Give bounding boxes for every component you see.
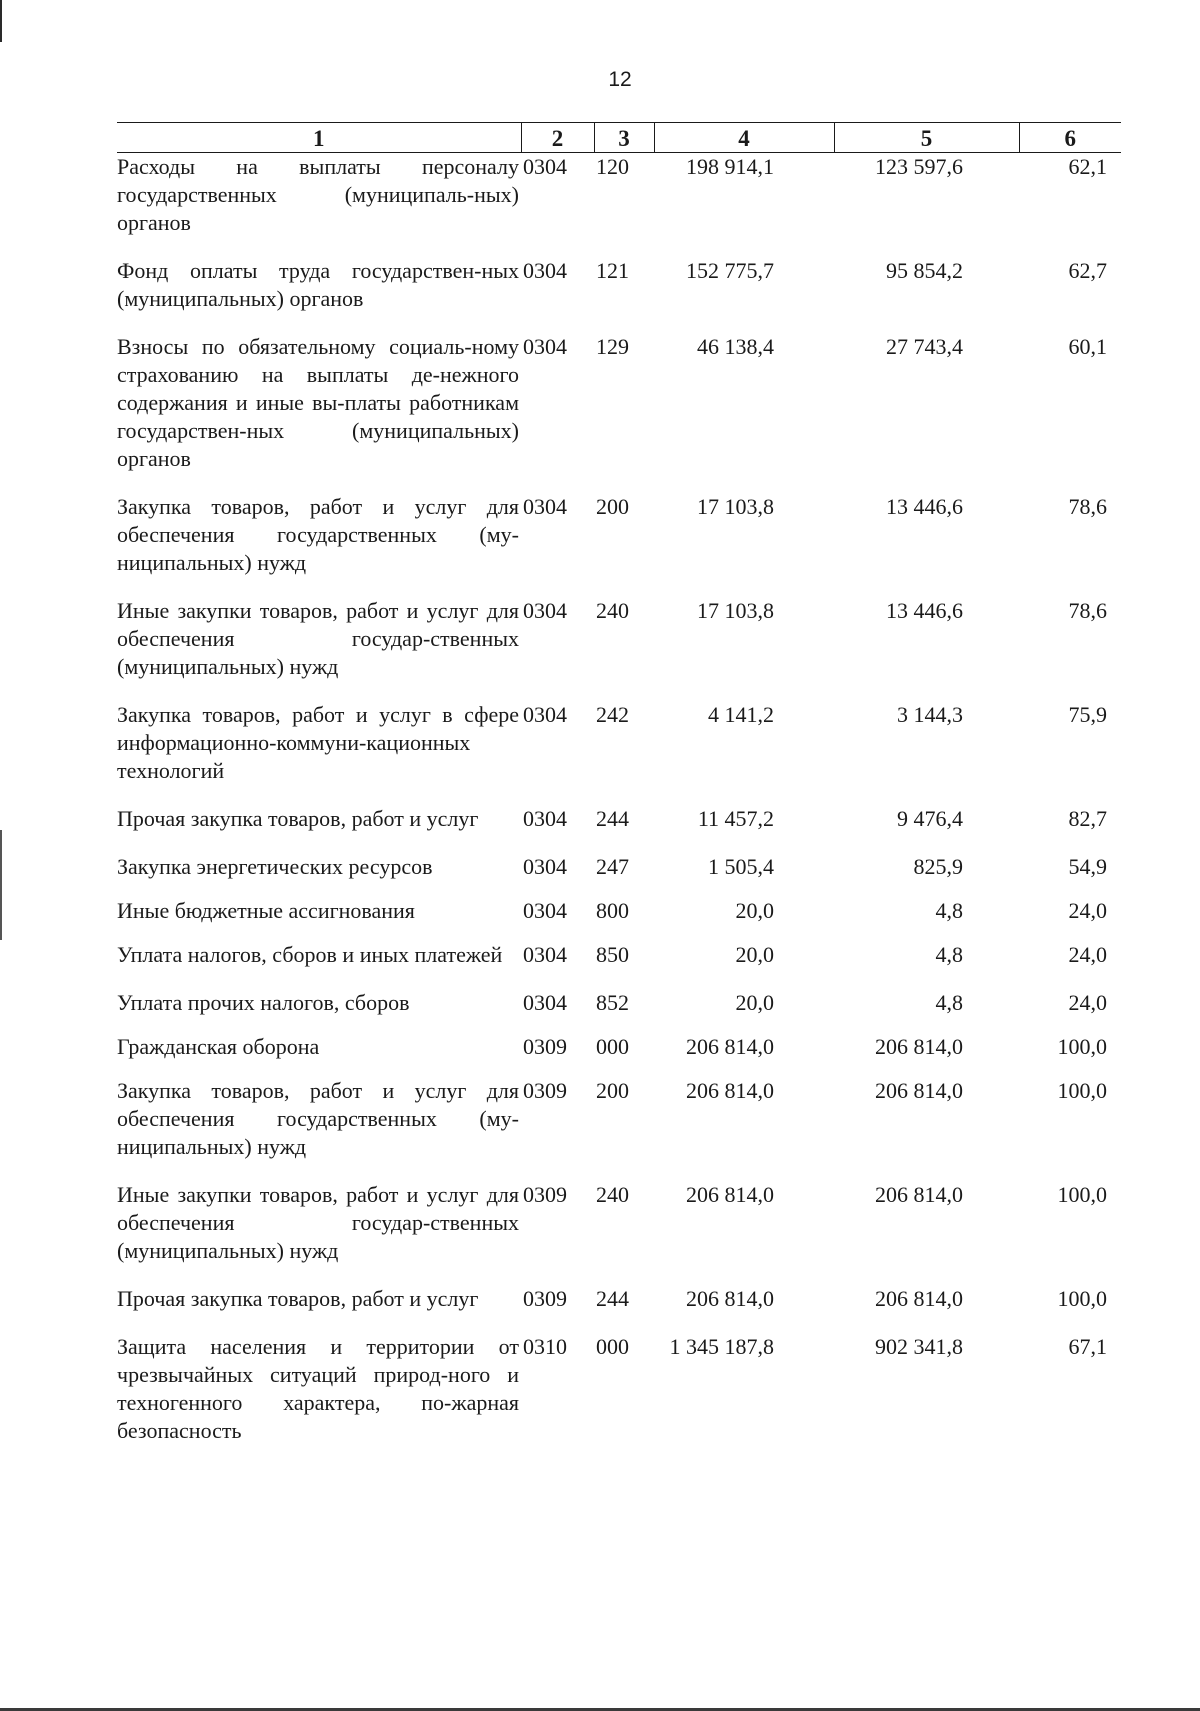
percent-cell: 78,6 [1068,598,1107,623]
percent-cell: 24,0 [1068,990,1107,1015]
table-row [117,805,1121,853]
section-code-cell: 0304 [523,898,567,923]
table-body [117,153,1121,1466]
section-code-cell: 0304 [523,806,567,831]
row-name-cell: Расходы на выплаты персоналу государственных (муниципаль-ных) органов [117,154,519,235]
expense-code-cell: 121 [596,258,629,283]
percent-cell: 100,0 [1057,1286,1107,1311]
table-row [117,333,1121,493]
planned-amount-cell: 206 814,0 [686,1034,774,1059]
expense-code-cell: 247 [596,854,629,879]
percent-cell: 24,0 [1068,898,1107,923]
section-code-cell: 0304 [523,258,567,283]
percent-cell: 62,1 [1068,154,1107,179]
table-row [117,597,1121,701]
planned-amount-cell: 20,0 [735,942,774,967]
percent-cell: 100,0 [1057,1078,1107,1103]
executed-amount-cell: 123 597,6 [875,154,963,179]
planned-amount-cell: 46 138,4 [697,334,774,359]
executed-amount-cell: 4,8 [935,898,963,923]
row-name-cell: Иные бюджетные ассигнования [117,898,415,923]
section-code-cell: 0309 [523,1078,567,1103]
planned-amount-cell: 206 814,0 [686,1182,774,1207]
expense-code-cell: 000 [596,1334,629,1359]
executed-amount-cell: 3 144,3 [897,702,963,727]
percent-cell: 62,7 [1068,258,1107,283]
planned-amount-cell: 20,0 [735,990,774,1015]
table-row [117,897,1121,941]
table-row [117,1285,1121,1333]
table-row [117,257,1121,333]
executed-amount-cell: 9 476,4 [897,806,963,831]
planned-amount-cell: 20,0 [735,898,774,923]
percent-cell: 67,1 [1068,1334,1107,1359]
table-row [117,153,1121,258]
scan-edge [0,830,2,940]
table-row [117,989,1121,1033]
percent-cell: 24,0 [1068,942,1107,967]
planned-amount-cell: 17 103,8 [697,598,774,623]
planned-amount-cell: 152 775,7 [686,258,774,283]
expense-code-cell: 850 [596,942,629,967]
section-code-cell: 0304 [523,702,567,727]
planned-amount-cell: 1 345 187,8 [669,1334,774,1359]
row-name-cell: Прочая закупка товаров, работ и услуг [117,1286,479,1311]
row-name-cell: Закупка товаров, работ и услуг в сфере информационно-коммуни-кационных технологий [117,702,519,783]
section-code-cell: 0309 [523,1182,567,1207]
planned-amount-cell: 206 814,0 [686,1286,774,1311]
expense-code-cell: 244 [596,1286,629,1311]
row-name-cell: Защита населения и территории от чрезвычайных ситуаций природ-ного и техногенного характера, по-жарная безопасность [117,1334,519,1443]
row-name-cell: Иные закупки товаров, работ и услуг для обеспечения государ-ственных (муниципальных) нужд [117,598,519,679]
expense-code-cell: 240 [596,598,629,623]
executed-amount-cell: 206 814,0 [875,1286,963,1311]
table-row [117,853,1121,897]
row-name-cell: Закупка товаров, работ и услуг для обеспечения государственных (му-ниципальных) нужд [117,1078,519,1159]
expense-code-cell: 852 [596,990,629,1015]
row-name-cell: Фонд оплаты труда государствен-ных (муниципальных) органов [117,258,519,311]
column-header: 6 [1019,123,1121,153]
table-header-row [117,123,1121,153]
executed-amount-cell: 13 446,6 [886,598,963,623]
expense-code-cell: 120 [596,154,629,179]
column-header: 1 [117,123,521,153]
executed-amount-cell: 4,8 [935,942,963,967]
executed-amount-cell: 902 341,8 [875,1334,963,1359]
table-row [117,941,1121,989]
row-name-cell: Иные закупки товаров, работ и услуг для обеспечения государ-ственных (муниципальных) нужд [117,1182,519,1263]
expense-code-cell: 129 [596,334,629,359]
row-name-cell: Закупка товаров, работ и услуг для обеспечения государственных (му-ниципальных) нужд [117,494,519,575]
column-header: 3 [594,123,654,153]
planned-amount-cell: 17 103,8 [697,494,774,519]
section-code-cell: 0310 [523,1334,567,1359]
table-row [117,1333,1121,1465]
table-row [117,493,1121,597]
planned-amount-cell: 4 141,2 [708,702,774,727]
row-name-cell: Прочая закупка товаров, работ и услуг [117,806,479,831]
percent-cell: 54,9 [1068,854,1107,879]
executed-amount-cell: 95 854,2 [886,258,963,283]
section-code-cell: 0304 [523,154,567,179]
row-name-cell: Гражданская оборона [117,1034,320,1059]
executed-amount-cell: 4,8 [935,990,963,1015]
planned-amount-cell: 1 505,4 [708,854,774,879]
percent-cell: 60,1 [1068,334,1107,359]
section-code-cell: 0304 [523,942,567,967]
page-number: 12 [608,68,632,91]
section-code-cell: 0304 [523,990,567,1015]
expense-code-cell: 800 [596,898,629,923]
percent-cell: 100,0 [1057,1034,1107,1059]
budget-table [117,122,1121,1465]
planned-amount-cell: 11 457,2 [697,806,774,831]
scan-edge [0,0,2,42]
row-name-cell: Уплата налогов, сборов и иных платежей [117,942,503,967]
planned-amount-cell: 206 814,0 [686,1078,774,1103]
expense-code-cell: 240 [596,1182,629,1207]
percent-cell: 75,9 [1068,702,1107,727]
row-name-cell: Взносы по обязательному социаль-ному страхованию на выплаты де-нежного содержания и иные вы-платы работникам государствен-ных (муниципальных) органов [117,334,519,471]
row-name-cell: Уплата прочих налогов, сборов [117,990,410,1015]
executed-amount-cell: 206 814,0 [875,1182,963,1207]
table-row [117,701,1121,805]
executed-amount-cell: 825,9 [913,854,963,879]
executed-amount-cell: 206 814,0 [875,1078,963,1103]
expense-code-cell: 000 [596,1034,629,1059]
column-header: 2 [521,123,594,153]
planned-amount-cell: 198 914,1 [686,154,774,179]
percent-cell: 78,6 [1068,494,1107,519]
section-code-cell: 0304 [523,854,567,879]
column-header: 4 [654,123,834,153]
section-code-cell: 0309 [523,1286,567,1311]
table-row [117,1181,1121,1285]
column-header: 5 [834,123,1019,153]
expense-code-cell: 244 [596,806,629,831]
section-code-cell: 0304 [523,334,567,359]
table-row [117,1033,1121,1077]
section-code-cell: 0309 [523,1034,567,1059]
table-row [117,1077,1121,1181]
percent-cell: 100,0 [1057,1182,1107,1207]
expense-code-cell: 242 [596,702,629,727]
executed-amount-cell: 13 446,6 [886,494,963,519]
executed-amount-cell: 27 743,4 [886,334,963,359]
percent-cell: 82,7 [1068,806,1107,831]
section-code-cell: 0304 [523,598,567,623]
executed-amount-cell: 206 814,0 [875,1034,963,1059]
expense-code-cell: 200 [596,494,629,519]
section-code-cell: 0304 [523,494,567,519]
expense-code-cell: 200 [596,1078,629,1103]
row-name-cell: Закупка энергетических ресурсов [117,854,433,879]
